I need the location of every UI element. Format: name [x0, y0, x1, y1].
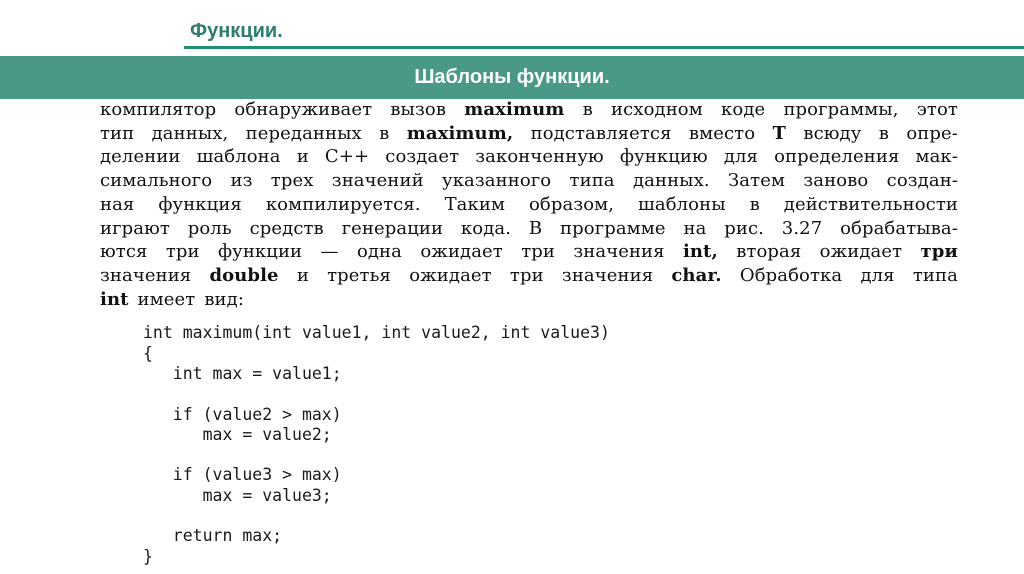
word: функции — [217, 241, 303, 263]
paragraph-line — [100, 288, 958, 312]
word: в — [749, 193, 760, 215]
word: в — [878, 122, 889, 144]
word: значения — [561, 264, 654, 286]
title-underline — [184, 46, 1024, 49]
word: вторая — [736, 241, 802, 263]
word: и — [296, 146, 309, 168]
word: в — [379, 122, 390, 144]
word: шаблоны — [638, 193, 726, 215]
word: играют — [100, 217, 170, 239]
word: коде — [721, 99, 766, 120]
word: вместо — [688, 122, 756, 144]
code-line: { — [143, 343, 153, 363]
paragraph-line — [100, 98, 958, 122]
word: рис. — [724, 217, 764, 239]
word: программе — [560, 217, 666, 239]
word: вызов — [390, 99, 447, 120]
paragraph-line — [100, 264, 958, 288]
word: три — [165, 241, 200, 263]
code-line: max = value3; — [143, 485, 332, 505]
paragraph-line — [100, 193, 958, 217]
word: Обработка — [739, 264, 843, 286]
word: данных. — [632, 170, 710, 192]
word: значения — [100, 264, 192, 286]
word: Таким — [444, 193, 506, 215]
word: кода. — [460, 217, 512, 239]
word: симального — [100, 170, 213, 192]
word: заново — [803, 170, 869, 192]
word: Затем — [727, 170, 786, 192]
word: имеет — [137, 288, 196, 310]
word: указанного — [442, 170, 552, 192]
keyword-word: double — [209, 264, 279, 286]
word: шаблона — [196, 146, 281, 168]
word: образом, — [529, 193, 615, 215]
word: функцию — [619, 146, 708, 168]
code-line: int max = value1; — [143, 363, 342, 383]
word: создан- — [886, 170, 958, 192]
word: для — [860, 264, 895, 286]
code-listing — [143, 323, 958, 567]
word: действительности — [783, 193, 958, 215]
paragraph-line — [100, 145, 958, 169]
word: — — [320, 241, 339, 263]
word: ются — [100, 241, 148, 263]
word: типа — [912, 264, 958, 286]
word: типа — [569, 170, 615, 192]
word: обнаруживает — [234, 99, 373, 120]
code-line: if (value2 > max) — [143, 404, 342, 424]
word: компилятор — [100, 99, 217, 120]
word: генерации — [341, 217, 444, 239]
word: роль — [187, 217, 232, 239]
word: подставляется — [530, 122, 672, 144]
keyword-word: int, — [682, 241, 718, 263]
code-line: } — [143, 546, 153, 566]
word: вид: — [204, 288, 244, 310]
word: ожидает — [420, 241, 503, 263]
code-line: return max; — [143, 526, 283, 546]
word: три — [521, 241, 555, 263]
word: создает — [385, 146, 460, 168]
word: делении — [100, 146, 181, 168]
word: переданных — [245, 122, 362, 144]
paragraph-line — [100, 122, 958, 146]
code-line: int maximum(int value1, int value2, int value3) — [143, 323, 610, 343]
word: В — [528, 217, 543, 239]
keyword-word: три — [920, 241, 958, 263]
word: значения — [573, 241, 665, 263]
keyword-word: int — [100, 288, 129, 310]
word: компилируется. — [265, 193, 421, 215]
code-line — [143, 384, 958, 404]
word: и — [296, 264, 309, 286]
code-line: if (value3 > max) — [143, 465, 342, 485]
word: третья — [327, 264, 391, 286]
word: три — [509, 264, 544, 286]
textbook-paragraph — [100, 98, 958, 311]
keyword-word: char. — [671, 264, 722, 286]
word: одна — [356, 241, 402, 263]
word: ная — [100, 193, 135, 215]
word: исходном — [611, 99, 703, 120]
word: на — [683, 217, 707, 239]
word: C++ — [324, 146, 370, 168]
keyword-word: T — [772, 122, 787, 144]
word: обрабатыва- — [840, 217, 958, 239]
word: всюду — [803, 122, 862, 144]
code-line: max = value2; — [143, 424, 332, 444]
word: в — [582, 99, 593, 120]
paragraph-line — [100, 240, 958, 264]
code-line — [143, 445, 958, 465]
word: программы, — [783, 99, 899, 120]
word: данных, — [151, 122, 229, 144]
word: функция — [158, 193, 242, 215]
word: средств — [249, 217, 324, 239]
section-banner — [0, 56, 1024, 99]
word: 3.27 — [781, 217, 823, 239]
word: мак- — [915, 146, 958, 168]
scanned-textbook-page — [100, 98, 958, 567]
code-line — [143, 506, 958, 526]
paragraph-line — [100, 217, 958, 241]
word: ожидает — [819, 241, 903, 263]
word: тип — [100, 122, 135, 144]
paragraph-line — [100, 169, 958, 193]
section-banner-title: Шаблоны функции. — [414, 66, 610, 88]
keyword-word: maximum, — [406, 122, 514, 144]
word: значений — [331, 170, 424, 192]
word: этот — [916, 99, 958, 120]
word: трех — [270, 170, 314, 192]
word: для — [723, 146, 759, 168]
slide-title: Функции. — [190, 20, 283, 42]
word: ожидает — [409, 264, 492, 286]
word: опре- — [906, 122, 958, 144]
keyword-word: maximum — [464, 99, 565, 120]
word: определения — [774, 146, 900, 168]
word: из — [230, 170, 253, 192]
word: законченную — [475, 146, 604, 168]
